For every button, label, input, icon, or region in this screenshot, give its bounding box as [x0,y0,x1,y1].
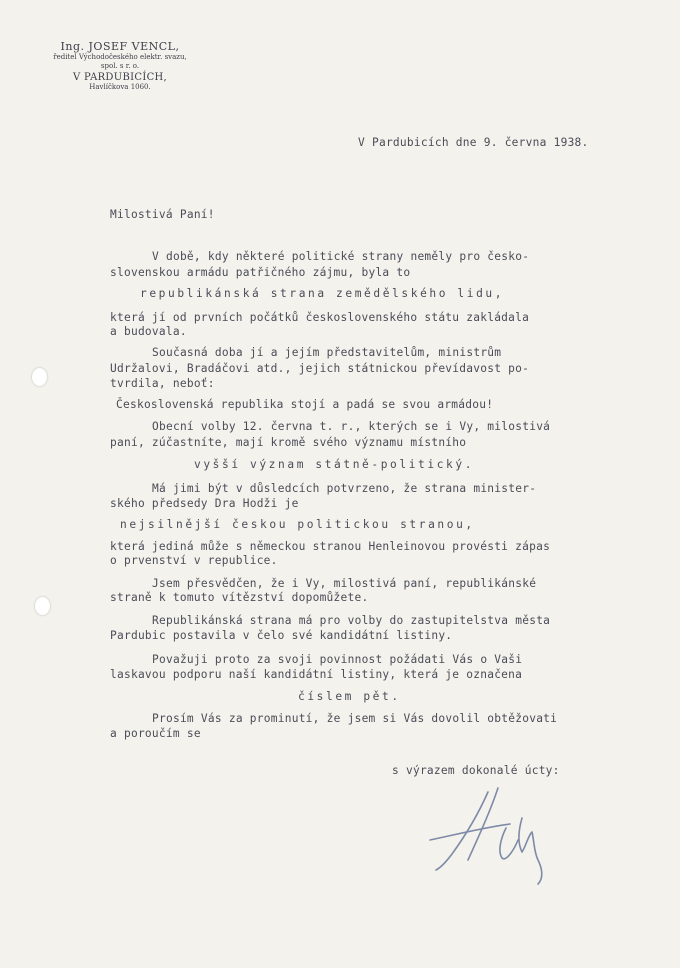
letterhead [30,40,210,92]
body-line: slovenskou armádu patřičného zájmu, byla to [110,266,411,279]
letter-date: V Pardubicích dne 9. června 1938. [358,136,589,149]
body-line: straně k tomuto vítězství dopomůžete. [110,591,369,604]
body-line: která jí od prvních počátků československého státu zakládala [110,311,530,324]
punch-hole-top [32,368,47,386]
body-line: která jediná může s německou stranou Henleinovou provésti zápas [110,540,551,553]
letterhead-title: ředitel Východočeského elektr. svazu, [53,53,187,61]
body-line: tvrdila, neboť: [110,377,215,390]
body-line: a budovala. [110,325,187,338]
emphasis-line: vyšší význam státně-politický. [194,458,475,471]
body-line: paní, zúčastníte, mají kromě svého významu místního [110,436,467,449]
body-line: V době, kdy některé politické strany neměly pro česko- [152,250,530,263]
punch-hole-bottom [35,597,50,615]
handwritten-signature [410,770,570,890]
body-line: Považuji proto za svoji povinnost požádati Vás o Vaši [152,653,523,666]
body-line: ského předsedy Dra Hodži je [110,497,299,510]
letterhead-street: Havlíčkova 1060. [89,83,151,91]
emphasis-line: republikánská strana zemědělského lidu, [140,287,505,300]
body-line: Má jimi být v důsledcích potvrzeno, že strana minister- [152,482,537,495]
body-line: o prvenství v republice. [110,554,278,567]
letterhead-company: spol. s r. o. [100,62,140,70]
closing-line: s výrazem dokonalé úcty: [392,764,560,777]
emphasis-line: Československá republika stojí a padá se svou armádou! [116,398,494,411]
emphasis-line: číslem pět. [298,690,401,703]
body-line: Prosím Vás za prominutí, že jsem si Vás dovolil obtěžovati [152,712,558,725]
body-line: Současná doba jí a jejím představitelům, ministrům [152,346,502,359]
body-line: laskavou podporu naší kandidátní listiny, která je označena [110,668,523,681]
body-line: Republikánská strana má pro volby do zastupitelstva města [152,614,551,627]
salutation: Milostivá Paní! [110,208,215,221]
letterhead-city: V PARDUBICÍCH, [72,72,168,83]
body-line: Udržalovi, Bradáčovi atd., jejich státnickou převídavost po- [110,362,530,375]
emphasis-line: nejsilnější českou politickou stranou, [120,518,475,531]
letterhead-name: Ing. JOSEF VENCL, [60,40,180,53]
body-line: Obecní volby 12. června t. r., kterých se i Vy, milostivá [152,420,551,433]
body-line: Pardubic postavila v čelo své kandidátní listiny. [110,629,453,642]
body-line: a poroučím se [110,727,201,740]
body-line: Jsem přesvědčen, že i Vy, milostivá paní, republikánské [152,577,537,590]
